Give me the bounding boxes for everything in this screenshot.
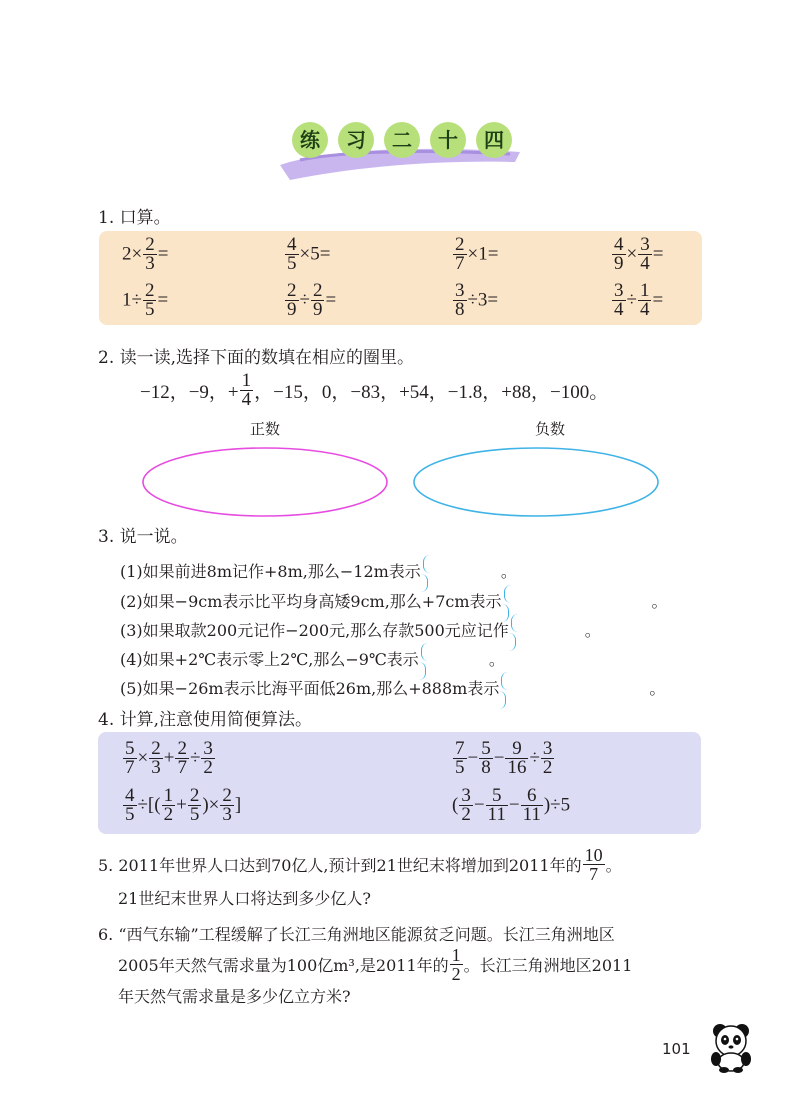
question-6-line-2: 2005年天然气需求量为100亿m³,是2011年的 $\frac{1}{2}$ 。长江三角洲地区2011 (118, 945, 633, 984)
q1-expr-7: $\frac{3}{8}$ ÷3= (455, 280, 499, 320)
q1-expr-8: $\frac{3}{4}$ ÷ $\frac{1}{4}$ = (614, 280, 664, 320)
title-char-1: 练 (292, 122, 328, 158)
q4-expr-2: $\frac{7}{5}$ − $\frac{5}{8}$ − $\frac{9}{16}$ ÷ $\frac{3}{2}$ (455, 738, 553, 778)
q3-item-2: (2)如果−9cm表示比平均身高矮9cm,那么+7cm表示 。 (120, 583, 668, 622)
q1-expr-2: $\frac{4}{5}$ ×5= (287, 234, 331, 274)
q1-expr-3: $\frac{2}{7}$ ×1= (455, 234, 499, 274)
title-char-4: 十 (430, 122, 466, 158)
title-char-3: 二 (384, 122, 420, 158)
question-3-heading: 3. 说一说。 (98, 527, 188, 547)
positive-circle[interactable] (143, 448, 387, 516)
q4-expr-3: $\frac{4}{5}$ ÷[( $\frac{1}{2}$ + $\frac{2}{5}$ )× $\frac{2}{3}$ ] (125, 785, 242, 825)
answer-circles (140, 446, 660, 518)
question-2-heading: 2. 读一读,选择下面的数填在相应的圈里。 (98, 348, 415, 368)
answer-blank-3[interactable] (509, 612, 585, 651)
title-char-2: 习 (338, 122, 374, 158)
question-4-heading: 4. 计算,注意使用简便算法。 (98, 710, 313, 730)
q4-expr-4: ( $\frac{3}{2}$ − $\frac{5}{11}$ − $\frac{6}{11}$ )÷5 (452, 785, 571, 825)
q3-item-5: (5)如果−26m表示比海平面低26m,那么+888m表示 。 (120, 670, 665, 709)
question-6-line-1: 6. “西气东输”工程缓解了长江三角洲地区能源贫乏问题。长江三角洲地区 (98, 925, 615, 944)
question-6-line-3: 年天然气需求量是多少亿立方米? (118, 987, 351, 1006)
positive-label: 正数 (250, 420, 281, 438)
q1-expr-4: $\frac{4}{9}$ × $\frac{3}{4}$ = (614, 234, 664, 274)
exercise-title (270, 110, 530, 190)
page-number: 101 (662, 1040, 691, 1058)
q1-expr-5: 1÷ $\frac{2}{5}$ = (122, 280, 169, 320)
q3-item-1: (1)如果前进8m记作+8m,那么−12m表示 。 (120, 553, 517, 592)
number-list: −12，−9，+ $\frac{1}{4}$ ，−15，0，−83，+54，−1.8，+88，−100。 (140, 370, 609, 410)
q3-item-4: (4)如果+2℃表示零上2℃,那么−9℃表示 。 (120, 641, 505, 680)
title-char-5: 四 (476, 122, 512, 158)
negative-label: 负数 (535, 420, 566, 438)
q4-expr-1: $\frac{5}{7}$ × $\frac{2}{3}$ + $\frac{2}{7}$ ÷ $\frac{3}{2}$ (125, 738, 213, 778)
answer-blank-5[interactable] (499, 670, 649, 709)
q1-expr-1: 2× $\frac{2}{3}$ = (122, 234, 169, 274)
panda-icon (700, 1015, 762, 1073)
question-5-line-1: 5. 2011年世界人口达到70亿人,预计到21世纪末将增加到2011年的 $\frac{10}{7}$ 。 (98, 845, 622, 884)
q1-expr-6: $\frac{2}{9}$ ÷ $\frac{2}{9}$ = (287, 280, 337, 320)
question-5-line-2: 21世纪末世界人口将达到多少亿人? (118, 889, 371, 908)
q3-item-3: (3)如果取款200元记作−200元,那么存款500元应记作 。 (120, 612, 601, 651)
question-1-heading: 1. 口算。 (98, 208, 171, 228)
negative-circle[interactable] (414, 448, 658, 516)
